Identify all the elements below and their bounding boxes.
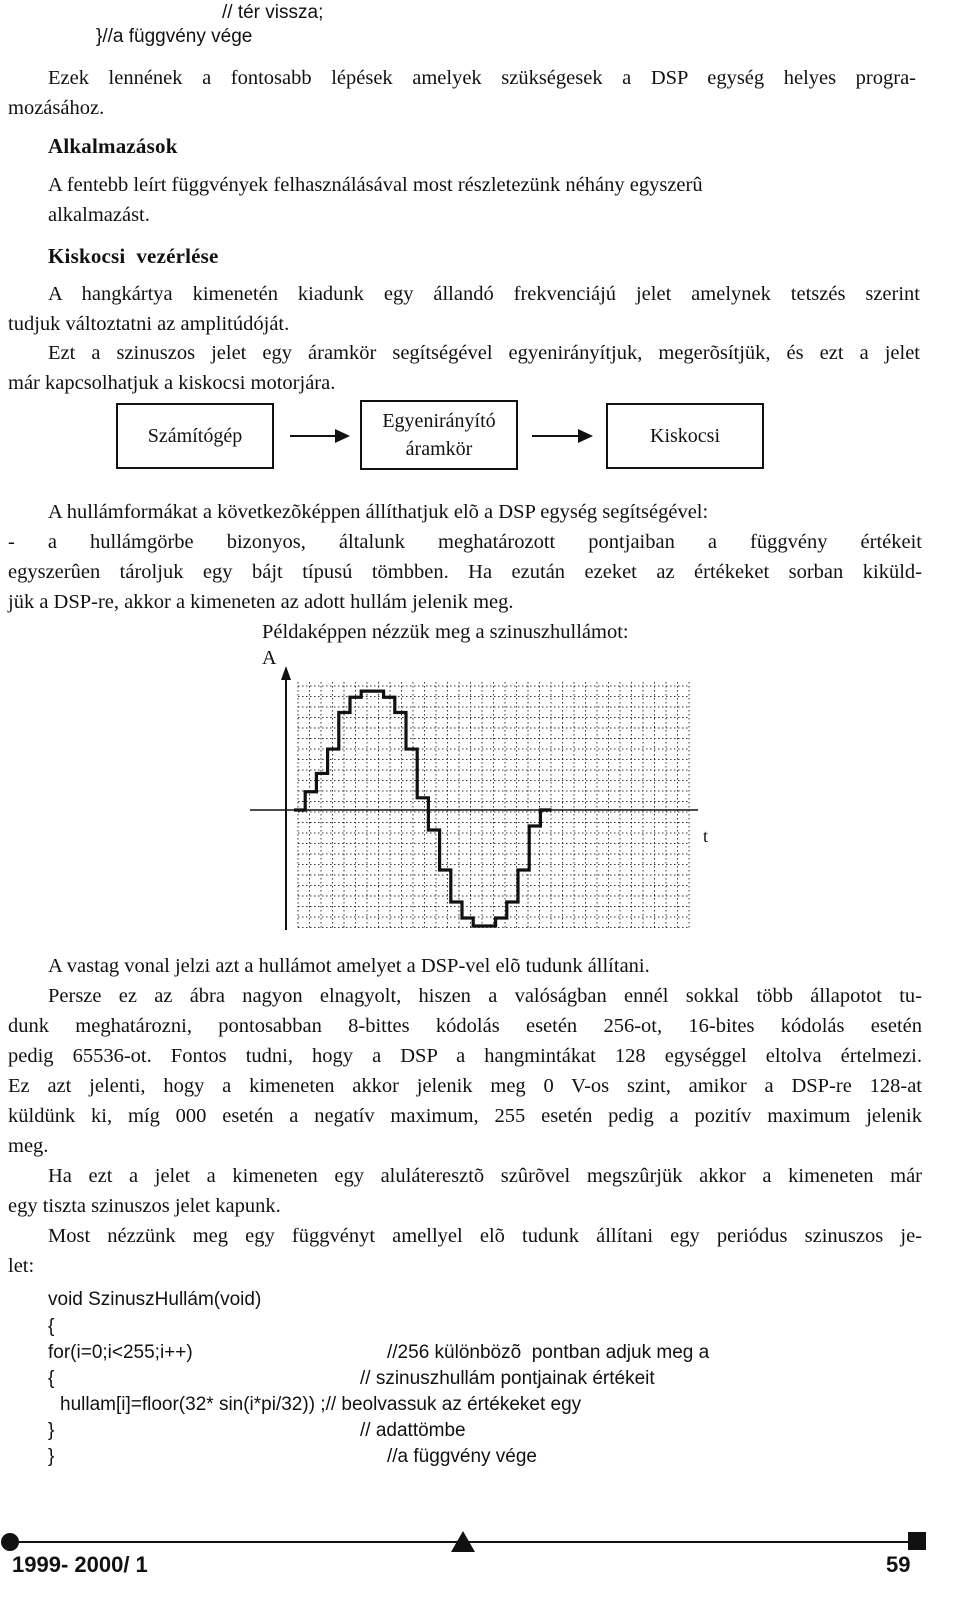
code-line-5: hullam[i]=floor(32* sin(i*pi/32)) ;// beolvassuk az értékeket egy (60, 1394, 582, 1415)
after-chart-line-8: Ha ezt a jelet a kimeneten egy aluláteresztõ szûrõvel megszûrjük akkor a kimeneten már (48, 1165, 922, 1187)
waveform-line-2: - a hullámgörbe bizonyos, általunk meghatározott pontjaiban a függvény értékeit (8, 531, 922, 553)
footer-page-number: 59 (886, 1552, 911, 1577)
y-axis-label: A (262, 647, 277, 669)
code-comment-4: // szinuszhullám pontjainak értékeit (360, 1368, 655, 1389)
after-chart-line-3: dunk meghatározni, pontosabban 8-bittes kódolás esetén 256-ot, 16-bites kódolás esetén (8, 1015, 922, 1037)
after-chart-line-4: pedig 65536-ot. Fontos tudni, hogy a DSP a hangmintákat 128 egységgel eltolva értelmezi. (8, 1045, 922, 1067)
after-chart-line-5: Ez azt jelenti, hogy a kimeneten akkor jelenik meg 0 V-os szint, amikor a DSP-re 128-at (8, 1075, 922, 1097)
code-line-return: // tér vissza; (222, 2, 324, 23)
car-p1-line-2: tudjuk változtatni az amplitúdóját. (8, 313, 290, 335)
applications-line-1: A fentebb leírt függvények felhasználásával most részletezünk néhány egyszerû (48, 174, 703, 196)
arrow-rectifier-to-car (532, 429, 593, 443)
code-line-7: } (48, 1446, 55, 1467)
code-line-2: { (48, 1316, 55, 1337)
after-chart-paragraph (8, 1011, 922, 1161)
code-comment-3: //256 különbözõ pontban adjuk meg a (387, 1342, 710, 1363)
footer-issue: 1999- 2000/ 1 (12, 1552, 148, 1577)
filter-paragraph (48, 1161, 922, 1191)
code-line-4: { (48, 1368, 55, 1389)
footer-square-marker (908, 1532, 926, 1550)
intro-line-2: mozásához. (8, 97, 105, 119)
intro-line-1: Ezek lennének a fontosabb lépések amelyek szükségesek a DSP egység helyes progra- (48, 67, 916, 89)
car-p1-line-1: A hangkártya kimenetén kiadunk egy állandó frekvenciájú jelet amelynek tetszés szerint (48, 283, 920, 305)
car-p2-line-1: Ezt a szinuszos jelet egy áramkör segítségével egyenirányítjuk, megerõsítjük, és ezt a jelet (48, 342, 920, 364)
car-p2-line-2: már kapcsolhatjuk a kiskocsi motorjára. (8, 372, 336, 394)
after-chart-line-6: küldünk ki, míg 000 esetén a negatív maximum, 255 esetén pedig a pozitív maximum jelenik (8, 1105, 922, 1127)
section-title-car-control: Kiskocsi vezérlése (48, 244, 219, 268)
chart-grid (298, 682, 689, 930)
arrow-computer-to-rectifier (290, 429, 350, 443)
code-line-1: void SzinuszHullám(void) (48, 1289, 262, 1310)
code-line-3: for(i=0;i<255;i++) (48, 1342, 193, 1363)
code-comment-6: // adattömbe (360, 1420, 466, 1441)
diagram-arrows (0, 0, 960, 500)
diagram-box-computer-label: Számítógép (147, 425, 243, 447)
after-chart-line-11: let: (8, 1255, 35, 1277)
section-title-applications: Alkalmazások (48, 134, 178, 158)
applications-line-2: alkalmazást. (48, 204, 150, 226)
after-chart-line-10: Most nézzünk meg egy függvényt amellyel elõ tudunk állítani egy periódus szinuszos je- (48, 1225, 922, 1247)
after-chart-line-9: egy tiszta szinuszos jelet kapunk. (8, 1195, 281, 1217)
waveform-paragraph (8, 527, 922, 617)
y-axis-arrow (281, 666, 291, 680)
waveform-line-3: egyszerûen tároljuk egy bájt típusú tömbben. Ha ezután ezeket az értékeket sorban kiküld- (8, 561, 922, 583)
after-chart-line-1: A vastag vonal jelzi azt a hullámot amelyet a DSP-vel elõ tudunk állítani. (48, 955, 650, 977)
footer-circle-marker (1, 1533, 19, 1551)
after-chart-line-2: Persze ez az ábra nagyon elnagyolt, hiszen a valóságban ennél sokkal több állapotot tu- (48, 985, 922, 1007)
diagram-box-rectifier-label-2: áramkör (405, 438, 473, 460)
diagram-box-rectifier-label-1: Egyenirányító (382, 410, 496, 432)
sine-step-chart (250, 640, 720, 940)
diagram-box-car-label: Kiskocsi (650, 425, 720, 447)
code-line-6: } (48, 1420, 55, 1441)
after-chart-line-2-wrap (48, 981, 922, 1011)
code-line-function-end: }//a függvény vége (96, 26, 253, 47)
waveform-intro-line: A hullámformákat a következõképpen állíthatjuk elõ a DSP egység segítségével: (48, 501, 709, 523)
waveform-line-4: jük a DSP-re, akkor a kimeneten az adott hullám jelenik meg. (8, 591, 514, 613)
code-comment-7: //a függvény vége (387, 1446, 537, 1467)
after-chart-line-7: meg. (8, 1135, 49, 1157)
function-intro-paragraph (48, 1221, 922, 1251)
waveform-example-caption: Példaképpen nézzük meg a szinuszhullámot: (262, 621, 629, 643)
x-axis-label: t (703, 826, 709, 846)
chart-axes (250, 666, 698, 930)
